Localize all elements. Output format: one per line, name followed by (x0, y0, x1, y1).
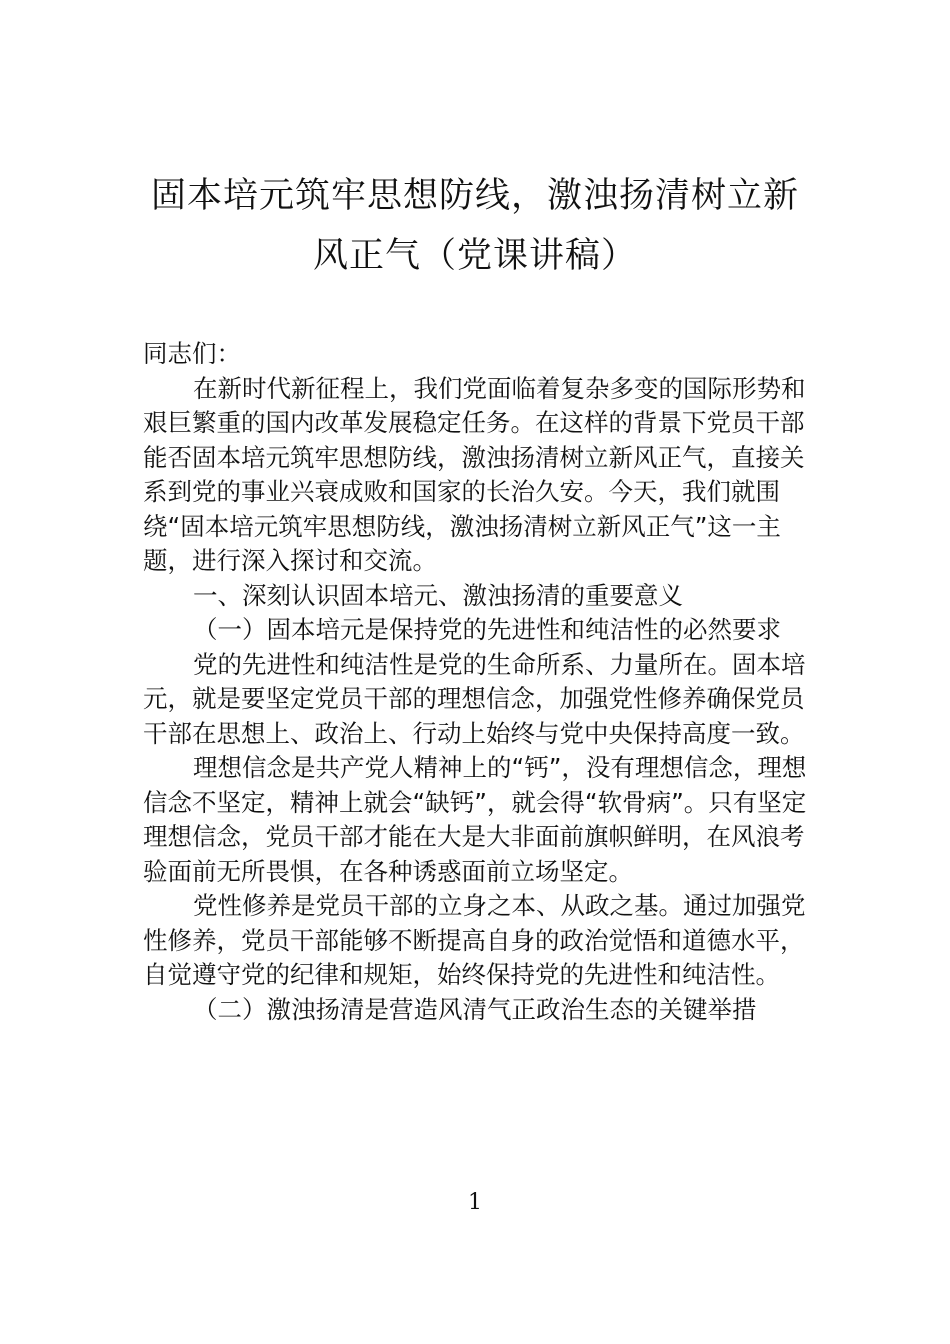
paragraph: 党的先进性和纯洁性是党的生命所系、力量所在。固本培元，就是要坚定党员干部的理想信念，加强党性修养确保党员干部在思想上、政治上、行动上始终与党中央保持高度一致。 (143, 649, 806, 748)
subsection-heading-1: （一）固本培元是保持党的先进性和纯洁性的必然要求 (193, 615, 781, 644)
paragraph-intro: 在新时代新征程上，我们党面临着复杂多变的国际形势和艰巨繁重的国内改革发展稳定任务。在这样的背景下党员干部能否固本培元筑牢思想防线，激浊扬清树立新风正气，直接关系到党的事业兴衰成败和国家的长治久安。今天，我们就围绕“固本培元筑牢思想防线，激浊扬清树立新风正气”这一主题，进行深入探讨和交流。 (143, 373, 806, 575)
title-line-1: 固本培元筑牢思想防线，激浊扬清树立新 (150, 176, 799, 216)
greeting: 同志们： (143, 339, 241, 368)
paragraph: 理想信念是共产党人精神上的“钙”，没有理想信念，理想信念不坚定，精神上就会“缺钙”，就会得“软骨病”。只有坚定理想信念，党员干部才能在大是大非面前旗帜鲜明，在风浪考验面前无所畏惧，在各种诱惑面前立场坚定。 (143, 753, 807, 886)
title-line-2: 风正气（党课讲稿） (312, 236, 637, 276)
document-body (143, 337, 813, 1027)
subsection-heading-2: （二）激浊扬清是营造风清气正政治生态的关键举措 (193, 994, 757, 1024)
page-number: 1 (468, 1190, 482, 1215)
paragraph: 党性修养是党员干部的立身之本、从政之基。通过加强党性修养，党员干部能够不断提高自身的政治觉悟和道德水平，自觉遵守党的纪律和规矩，始终保持党的先进性和纯洁性。 (143, 891, 806, 989)
document-title (120, 166, 830, 286)
section-heading-1: 一、深刻认识固本培元、激浊扬清的重要意义 (193, 580, 683, 610)
